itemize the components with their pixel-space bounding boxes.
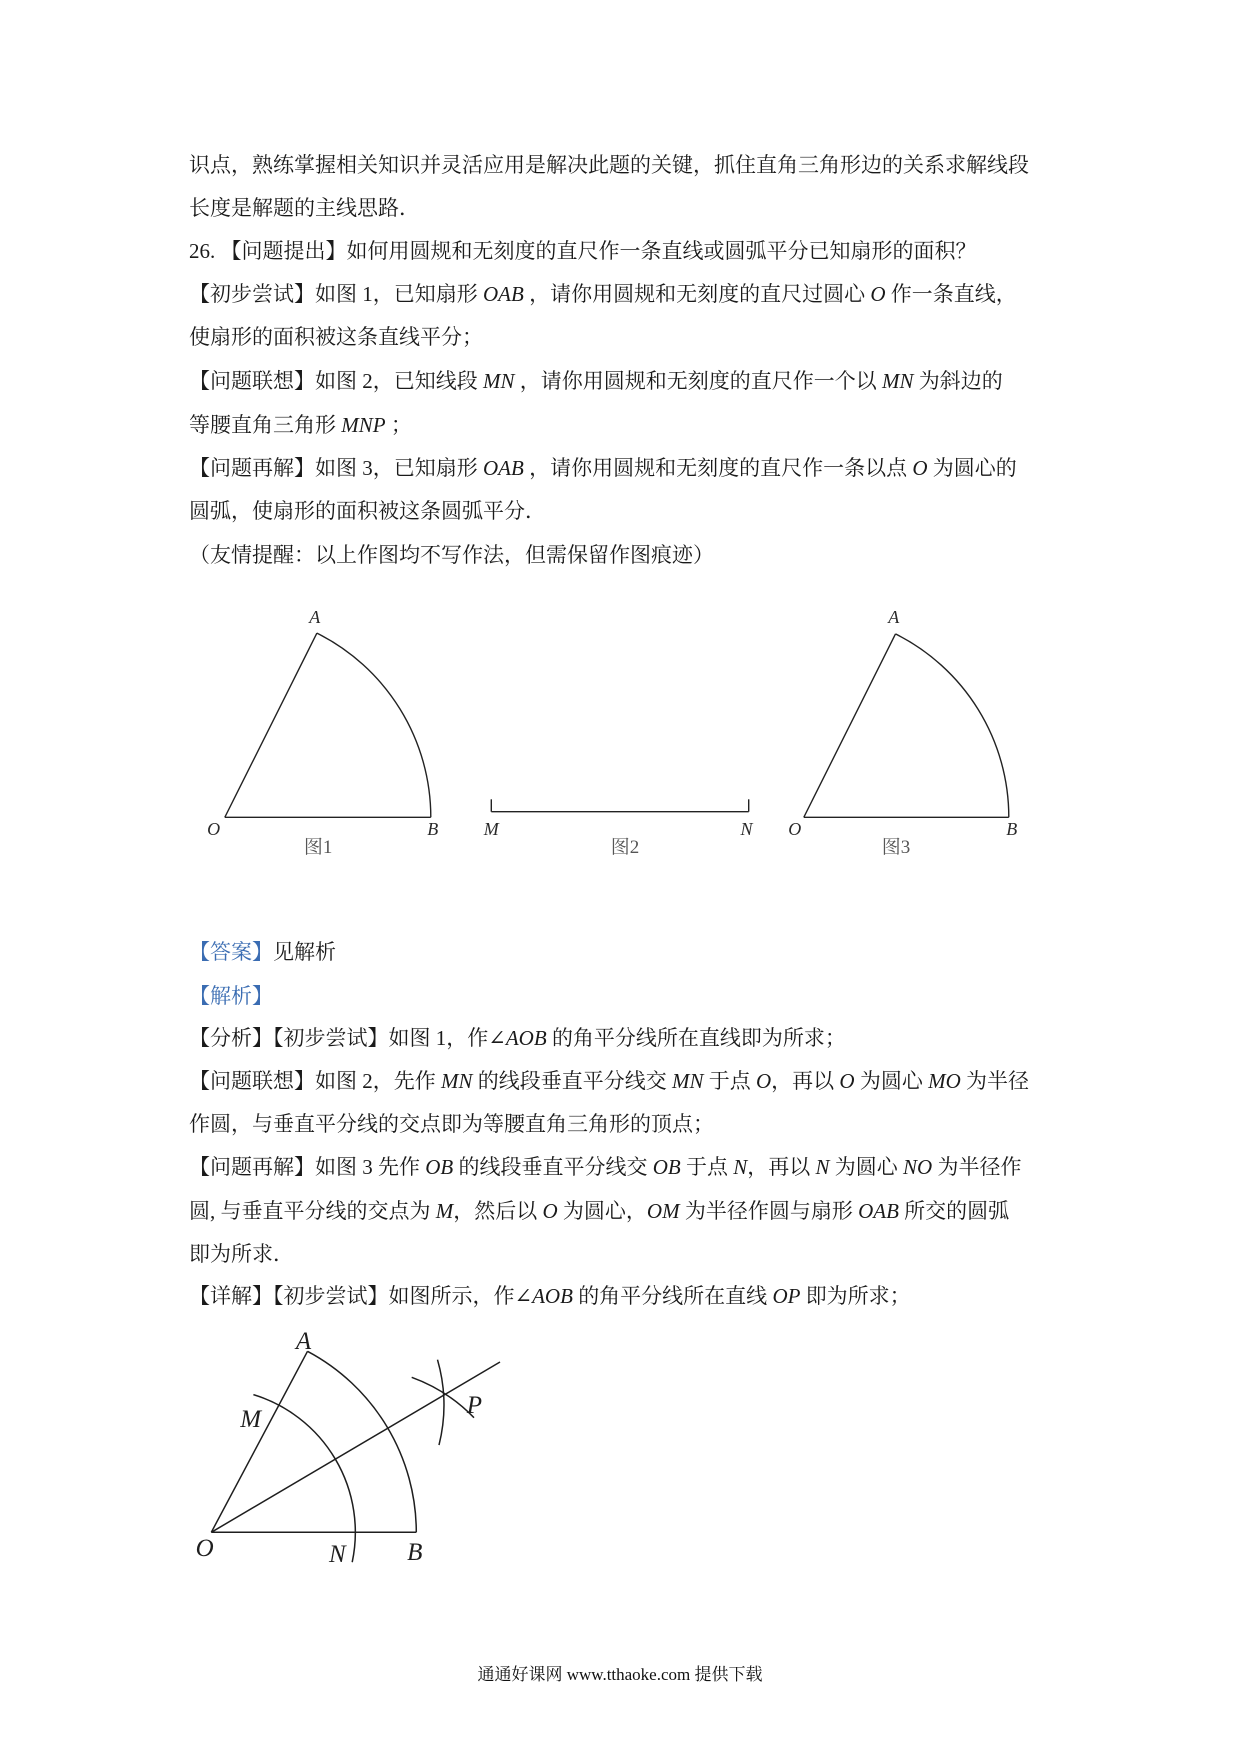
text-run: ，再以 xyxy=(771,1069,840,1093)
text-run: 的角平分线所在直线即为所求； xyxy=(546,1026,846,1050)
text-run: 作圆，与垂直平分线的交点即为等腰直角三角形的顶点； xyxy=(189,1112,714,1136)
point-label-b: B xyxy=(1006,819,1018,839)
math-symbol: N xyxy=(733,1155,748,1179)
construction-arc-from-m xyxy=(438,1360,444,1445)
text-run: ，请你用圆规和无刻度的直尺作一条以点 xyxy=(523,456,913,480)
question-line xyxy=(189,454,1017,482)
math-symbol: O xyxy=(912,456,928,480)
figure-caption: 图2 xyxy=(610,837,640,858)
text-run: 于点 xyxy=(680,1155,734,1179)
text-run: 【分析】【初步尝试】如图 1，作∠ xyxy=(189,1026,506,1050)
figure-4-construction xyxy=(196,1328,500,1568)
math-symbol: O xyxy=(542,1199,558,1223)
math-symbol: O xyxy=(756,1069,772,1093)
math-symbol: OAB xyxy=(858,1199,899,1223)
text-run: 见解析 xyxy=(273,940,336,964)
text-run: 作一条直线， xyxy=(885,282,1017,306)
math-symbol: MN xyxy=(483,369,515,393)
math-symbol: OP xyxy=(772,1284,801,1308)
text-run: 圆, 与垂直平分线的交点为 xyxy=(189,1199,436,1223)
text-run: 【问题联想】如图 2，先作 xyxy=(189,1069,441,1093)
construction-arc-mn xyxy=(253,1395,355,1563)
text-run: （友情提醒：以上作图均不写作法，但需保留作图痕迹） xyxy=(189,543,714,567)
arc-ab xyxy=(317,633,431,817)
point-label-o: O xyxy=(788,819,802,839)
figure-caption: 图1 xyxy=(303,837,333,858)
text-run: 即为所求； xyxy=(800,1284,911,1308)
figure-caption: 图3 xyxy=(881,837,911,858)
answer-line xyxy=(189,1024,846,1052)
text-run: 的线段垂直平分线交 xyxy=(472,1069,672,1093)
math-symbol: OB xyxy=(652,1155,681,1179)
text-run: 【问题联想】如图 2，已知线段 xyxy=(189,369,483,393)
text-run: 【问题再解】如图 3 先作 xyxy=(189,1155,426,1179)
text-run: 为斜边的 xyxy=(913,369,1003,393)
math-symbol: MN xyxy=(672,1069,704,1093)
text-run: 26. 【问题提出】如何用圆规和无刻度的直尺作一条直线或圆弧平分已知扇形的面积？ xyxy=(189,239,977,263)
question-line xyxy=(189,237,977,265)
intro-line xyxy=(189,151,1029,179)
math-symbol: AOB xyxy=(532,1284,573,1308)
math-symbol: OAB xyxy=(483,282,524,306)
question-line xyxy=(189,367,1003,395)
construction-arc-from-n xyxy=(412,1377,474,1417)
text-run: 的线段垂直平分线交 xyxy=(453,1155,653,1179)
answer-line xyxy=(189,982,273,1010)
text-run: 于点 xyxy=(703,1069,756,1093)
math-symbol: MNP xyxy=(341,413,386,437)
answer-line xyxy=(189,1240,294,1268)
math-symbol: O xyxy=(870,282,886,306)
point-label-n: N xyxy=(328,1541,346,1568)
text-run: 为圆心 xyxy=(829,1155,904,1179)
point-label-a: A xyxy=(309,607,321,627)
point-label-a: A xyxy=(888,607,900,627)
question-line xyxy=(189,497,546,525)
point-label-b: B xyxy=(407,1539,423,1566)
math-symbol: M xyxy=(435,1199,454,1223)
math-symbol: AOB xyxy=(505,1026,547,1050)
math-symbol: OAB xyxy=(483,456,524,480)
section-label: 【解析】 xyxy=(189,984,273,1008)
figure-3 xyxy=(788,607,1017,858)
math-symbol: NO xyxy=(903,1155,933,1179)
radius-oa xyxy=(211,1351,307,1532)
text-run: ，请你用圆规和无刻度的直尺作一个以 xyxy=(514,369,882,393)
answer-line xyxy=(189,1153,1021,1181)
question-line xyxy=(189,541,714,569)
point-label-m: M xyxy=(240,1406,262,1433)
point-label-a: A xyxy=(295,1328,312,1355)
text-run: ，请你用圆规和无刻度的直尺过圆心 xyxy=(523,282,871,306)
answer-line xyxy=(189,1110,714,1138)
text-run: 识点，熟练掌握相关知识并灵活应用是解决此题的关键，抓住直角三角形边的关系求解线段 xyxy=(189,153,1029,177)
point-label-o: O xyxy=(195,1535,214,1562)
math-symbol: OB xyxy=(425,1155,454,1179)
text-run: 使扇形的面积被这条直线平分； xyxy=(189,325,483,349)
math-symbol: MN xyxy=(441,1069,473,1093)
arc-ab xyxy=(896,634,1009,817)
question-line xyxy=(189,411,412,439)
math-symbol: MN xyxy=(882,369,914,393)
text-run: 为半径作 xyxy=(932,1155,1022,1179)
text-run: 所交的圆弧 xyxy=(898,1199,1010,1223)
text-run: 为圆心， xyxy=(557,1199,647,1223)
section-label: 【答案】 xyxy=(189,940,273,964)
math-symbol: MO xyxy=(928,1069,961,1093)
radius-oa xyxy=(804,634,896,817)
answer-line xyxy=(189,938,336,966)
text-run: ； xyxy=(385,413,412,437)
bisector-line-op xyxy=(211,1362,500,1532)
point-label-o: O xyxy=(207,819,221,839)
point-label-p: P xyxy=(466,1392,483,1419)
math-symbol: O xyxy=(839,1069,855,1093)
text-run: 为半径 xyxy=(960,1069,1030,1093)
text-run: 长度是解题的主线思路． xyxy=(189,196,420,220)
text-run: 的角平分线所在直线 xyxy=(572,1284,773,1308)
answer-line xyxy=(189,1067,1029,1095)
question-line xyxy=(189,280,1017,308)
page-footer: 通通好课网 www.tthaoke.com 提供下载 xyxy=(477,1665,763,1684)
text-run: 【初步尝试】如图 1，已知扇形 xyxy=(189,282,483,306)
question-line xyxy=(189,323,483,351)
arc-ab xyxy=(308,1351,417,1532)
text-run: 等腰直角三角形 xyxy=(189,413,342,437)
intro-line xyxy=(189,194,420,222)
point-label-m: M xyxy=(483,819,499,839)
point-label-n: N xyxy=(740,819,753,839)
math-symbol: OM xyxy=(646,1199,680,1223)
figure-2 xyxy=(483,799,754,858)
text-run: ，再以 xyxy=(747,1155,816,1179)
answer-line xyxy=(189,1282,911,1310)
point-label-b: B xyxy=(427,819,439,839)
text-run: 【问题再解】如图 3，已知扇形 xyxy=(189,456,483,480)
text-run: ，然后以 xyxy=(453,1199,543,1223)
text-run: 圆弧，使扇形的面积被这条圆弧平分． xyxy=(189,499,546,523)
text-run: 为圆心 xyxy=(854,1069,929,1093)
answer-line xyxy=(189,1197,1009,1225)
text-run: 即为所求． xyxy=(189,1242,294,1266)
radius-oa xyxy=(225,633,317,817)
text-run: 为圆心的 xyxy=(927,456,1017,480)
text-run: 为半径作圆与扇形 xyxy=(679,1199,859,1223)
figure-1 xyxy=(207,607,438,858)
text-run: 【详解】【初步尝试】如图所示，作∠ xyxy=(189,1284,533,1308)
math-symbol: N xyxy=(815,1155,830,1179)
